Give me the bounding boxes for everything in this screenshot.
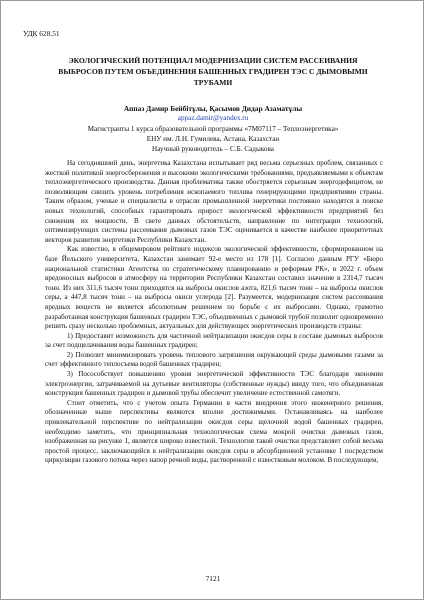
page-number: 7121 [205, 574, 221, 583]
paragraph: Стоит отметить, что с учетом опыта Германии в части внедрения этого инженерного решения, обозначенные выше перспективы являются вполне достижимыми. Останавливаясь на наиболее привлекательной перспективе по нейтрализации окисдов серы щелочной водой башенных градирен, необходимо заметить, что принципиальная технологическая схема мокрой очистки дымовых газов, изображенная на рисунке 1, является широко известной. Технология такой очистки представляет собой весьма простой процесс, заключающийся в нейтрализации окисдов серы в абсорбционной установке 1 посредством циркуляции газового потока через напор речной воды, растворенной с известковым молоком. В последующем, [45, 398, 383, 465]
authors: Аппаз Дамир Бейбітұлы, Қасымов Дидар Азаматұлы [123, 104, 303, 113]
affiliation-line: ЕНУ им. Л.Н. Гумилева, Астана, Казахстан [146, 135, 280, 143]
affiliation-line: Магистранты 1 курса образовательной программы «7M07117 – Теплоэнергетика» [87, 125, 339, 133]
paragraph: На сегодняшний день, энергетика Казахстана испытывает ряд весьма серьезных проблем, связанных с жесткой политикой энергосбережения и высокими экологическими требованиями, предъявляемыми к объектам теплоэнергетического производства. Данная проблематика также обостряется серьезным энергодефицитом, не позволяющим снизить уровень потребления ископаемого топлива генерирующими предприятиями страны. Таким образом, ученые и специалисты в отрасли промышленной энергетики постоянно находятся в поиске новых технологий, способных гарантировать прирост экологической эффективности предприятий без снижения их мощности. В свете данных обстоятельств, направление по интеграции технологий, оптимизирующих системы рассеивания дымовых газов ТЭС оценивается в качестве наиболее приоритетных векторов развития энергетики Республики Казахстан. [45, 159, 383, 244]
supervisor-line: Научный руководитель – С.Б. Садыкова [152, 145, 274, 153]
author-email-link[interactable]: appaz.damir@yandex.ru [177, 114, 249, 122]
affiliation [47, 124, 379, 154]
paragraph: Как известно, в общемировом рейтинге индексов экологической эффективности, сформированном на базе Йельского университета, Казахстан занимает 92-е место из 178 [1]. Согласно данным РГУ «Бюро национальной статистики Агентства по стратегическому планированию и реформам РК», в 2022 г. объем вредоносных выбросов в атмосферу на территории Республики Казахстан составил значение в 2314,7 тысяч тонн. Из них 311,6 тысяч тонн приходятся на выбросы окислов азота, 821,6 тысяч тонн – на выбросы окислов серы, а 447,8 тысяч тонн – на выбросы окиси углерода [2]. Разумеется, модернизация систем рассеивания вредных веществ не является абсолютным решением по борьбе с их выбросами. Однако, грамотно разработанная конструкция башенных градирен ТЭС, объединенных с дымовой трубой позволит одновременно решить сразу несколько проблемных, актуальных для действующих энергетических производств страны: [45, 245, 383, 331]
list-item: 3) Посособствует повышению уровня энергетической эффективности ТЭС благодаря экономии электроэнергии, затрачиваемой на дутьевые вентиляторы (собственные нужды) ввиду того, что объединенная конструкция башенных градирен и дымовой трубы обеспечит увеличение естественной самотяги. [45, 370, 383, 398]
udk-code: УДК 628.51 [23, 29, 60, 38]
body-text [45, 159, 383, 466]
paper-title: ЭКОЛОГИЧЕСКИЙ ПОТЕНЦИАЛ МОДЕРНИЗАЦИИ СИСТЕМ РАССЕИВАНИЯ ВЫБРОСОВ ПУТЕМ ОБЪЕДИНЕНИЯ БАШЕННЫХ ГРАДИРЕН ТЭС С ДЫМОВЫМИ ТРУБАМИ [58, 56, 368, 87]
list-item: 2) Позволит минимизировать уровень теплового загрязнения окружающей среды дымовыми газами за счет эффективного теплосъема водой башенных градирен; [45, 350, 383, 369]
list-item: 1) Предоставит возможность для частичной нейтрализации окисдов серы в составе дымовых выбросов за счет подщелачивания воды башенных градирен; [45, 331, 383, 350]
